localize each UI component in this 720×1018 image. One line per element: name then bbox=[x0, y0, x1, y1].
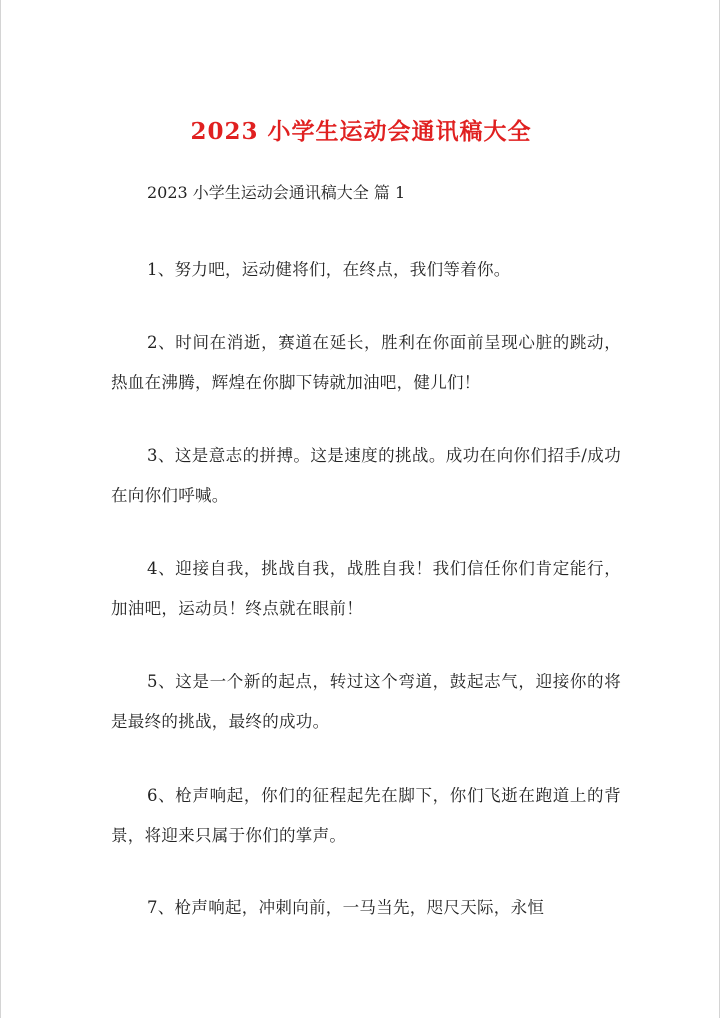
paragraph-5: 5、这是一个新的起点，转过这个弯道，鼓起志气，迎接你的将是最终的挑战，最终的成功。 bbox=[111, 672, 621, 731]
paragraph-7: 7、枪声响起，冲刺向前，一马当先，咫尺天际，永恒 bbox=[147, 898, 545, 917]
section-heading: 2023 小学生运动会通讯稿大全 篇 1 bbox=[147, 183, 406, 202]
paragraph-1: 1、努力吧，运动健将们，在终点，我们等着你。 bbox=[147, 260, 511, 279]
document-title: 2023 小学生运动会通讯稿大全 bbox=[190, 118, 532, 145]
paragraph-2: 2、时间在消逝，赛道在延长，胜利在你面前呈现心脏的跳动，热血在沸腾，辉煌在你脚下铸就加油吧，健儿们！ bbox=[111, 333, 621, 392]
paragraph-6: 6、枪声响起，你们的征程起先在脚下，你们飞逝在跑道上的背景，将迎来只属于你们的掌声。 bbox=[111, 786, 621, 845]
paragraph-4: 4、迎接自我，挑战自我，战胜自我！我们信任你们肯定能行，加油吧，运动员！终点就在眼前！ bbox=[111, 559, 621, 618]
paragraph-3: 3、这是意志的拼搏。这是速度的挑战。成功在向你们招手/成功在向你们呼喊。 bbox=[111, 446, 621, 505]
